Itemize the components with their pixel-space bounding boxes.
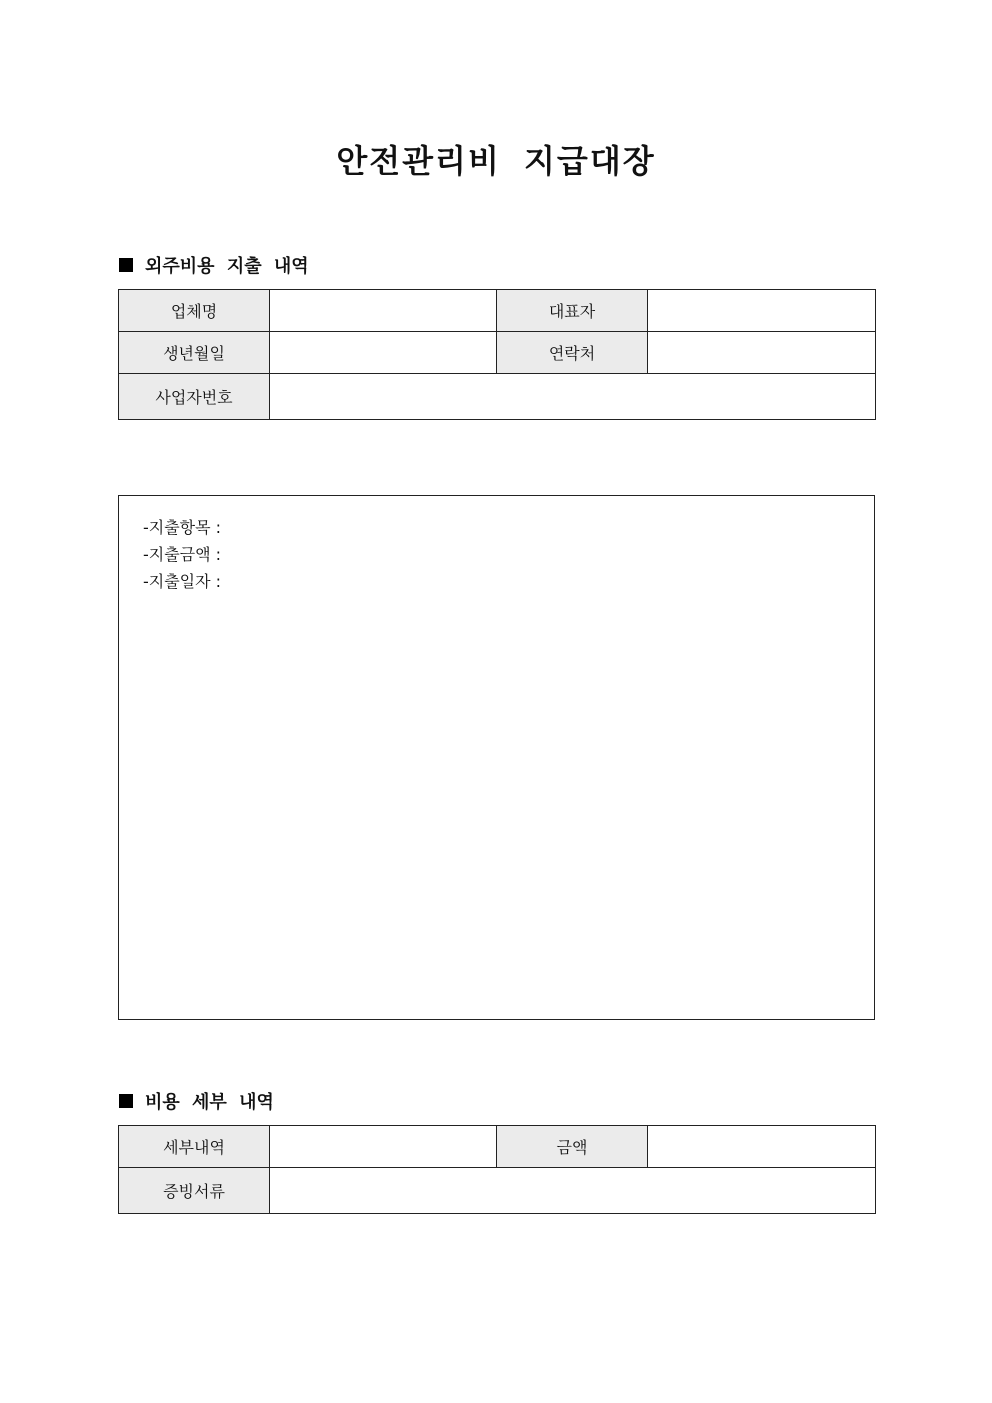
amount-field[interactable] (648, 1126, 876, 1168)
table-row (119, 332, 876, 374)
expense-date-line: -지출일자 : (143, 572, 222, 591)
ceo-field[interactable] (648, 290, 876, 332)
square-bullet-icon (119, 1094, 133, 1108)
table-row (119, 290, 876, 332)
birth-date-field[interactable] (270, 332, 497, 374)
section-heading-cost-detail (119, 1088, 274, 1114)
section-heading-outsourcing (119, 252, 309, 278)
company-name-label: 업체명 (119, 290, 270, 332)
section-heading-text: 외주비용 지출 내역 (145, 256, 309, 277)
table-row (119, 374, 876, 420)
section-heading-text: 비용 세부 내역 (145, 1092, 274, 1113)
birth-date-label: 생년월일 (119, 332, 270, 374)
detail-field[interactable] (270, 1126, 497, 1168)
contact-label: 연락처 (497, 332, 648, 374)
expense-details-box[interactable] (118, 495, 875, 1020)
business-number-label: 사업자번호 (119, 374, 270, 420)
table-row (119, 1168, 876, 1214)
contact-field[interactable] (648, 332, 876, 374)
amount-label: 금액 (497, 1126, 648, 1168)
expense-item-line: -지출항목 : (143, 518, 222, 537)
vendor-info-table (118, 289, 876, 420)
square-bullet-icon (119, 258, 133, 272)
evidence-field[interactable] (270, 1168, 876, 1214)
detail-label: 세부내역 (119, 1126, 270, 1168)
company-name-field[interactable] (270, 290, 497, 332)
cost-detail-table (118, 1125, 876, 1214)
evidence-label: 증빙서류 (119, 1168, 270, 1214)
page-title: 안전관리비 지급대장 (336, 142, 656, 180)
ceo-label: 대표자 (497, 290, 648, 332)
business-number-field[interactable] (270, 374, 876, 420)
expense-details-lines (143, 514, 221, 595)
expense-amount-line: -지출금액 : (143, 545, 222, 564)
table-row (119, 1126, 876, 1168)
